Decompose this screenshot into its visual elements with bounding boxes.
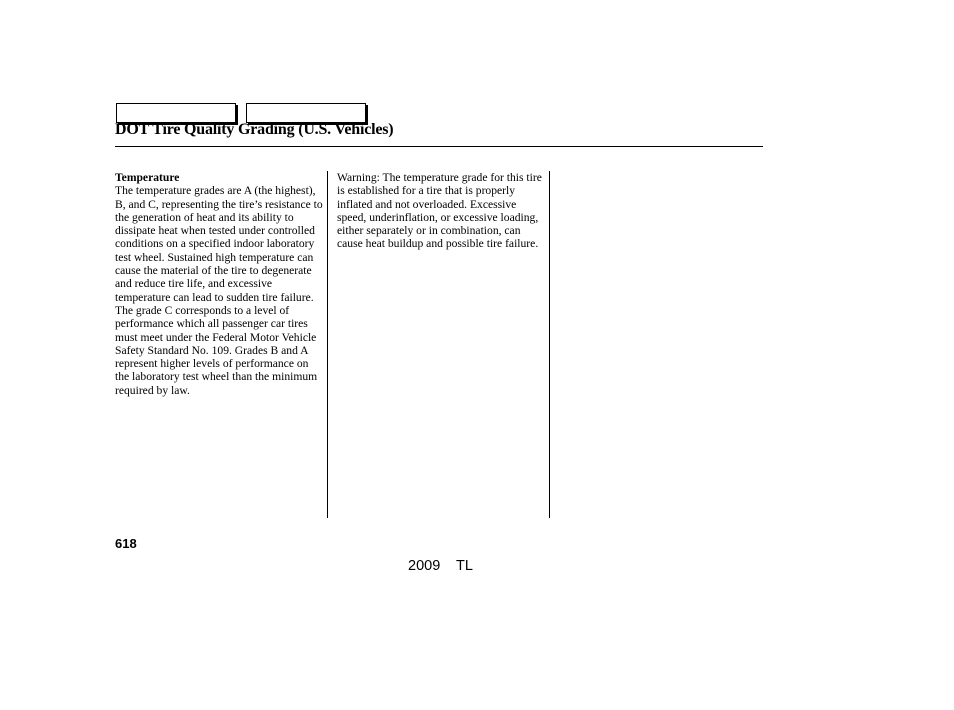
nav-button-contents[interactable] <box>116 103 236 123</box>
column-divider <box>549 171 550 518</box>
nav-button-index[interactable] <box>246 103 366 123</box>
footer-model: 2009 TL <box>408 558 473 574</box>
section-heading: Temperature <box>115 171 180 184</box>
warning-text: Warning: The temperature grade for this tire is established for a tire that is properly inflated and not overloaded. Excessive speed, underinflation, or excessive loading, either separately or in combination, can cause heat buildup and possible tire failure. <box>337 171 542 251</box>
middle-column <box>337 171 543 251</box>
column-divider <box>327 171 328 518</box>
title-divider <box>115 146 763 147</box>
section-body-text: The temperature grades are A (the highest), B, and C, representing the tire’s resistance to the generation of heat and its ability to dissipate heat when tested under controlled conditions on a specified indoor laboratory test wheel. Sustained high temperature can cause the material of the tire to degenerate and reduce tire life, and excessive temperature can lead to sudden tire failure. The grade C corresponds to a level of performance which all passenger car tires must meet under the Federal Motor Vehicle Safety Standard No. 109. Grades B and A represent higher levels of performance on the laboratory test wheel than the minimum required by law. <box>115 184 323 397</box>
left-column <box>115 171 323 397</box>
page-title: DOT Tire Quality Grading (U.S. Vehicles) <box>115 121 394 138</box>
page-number: 618 <box>115 536 137 551</box>
